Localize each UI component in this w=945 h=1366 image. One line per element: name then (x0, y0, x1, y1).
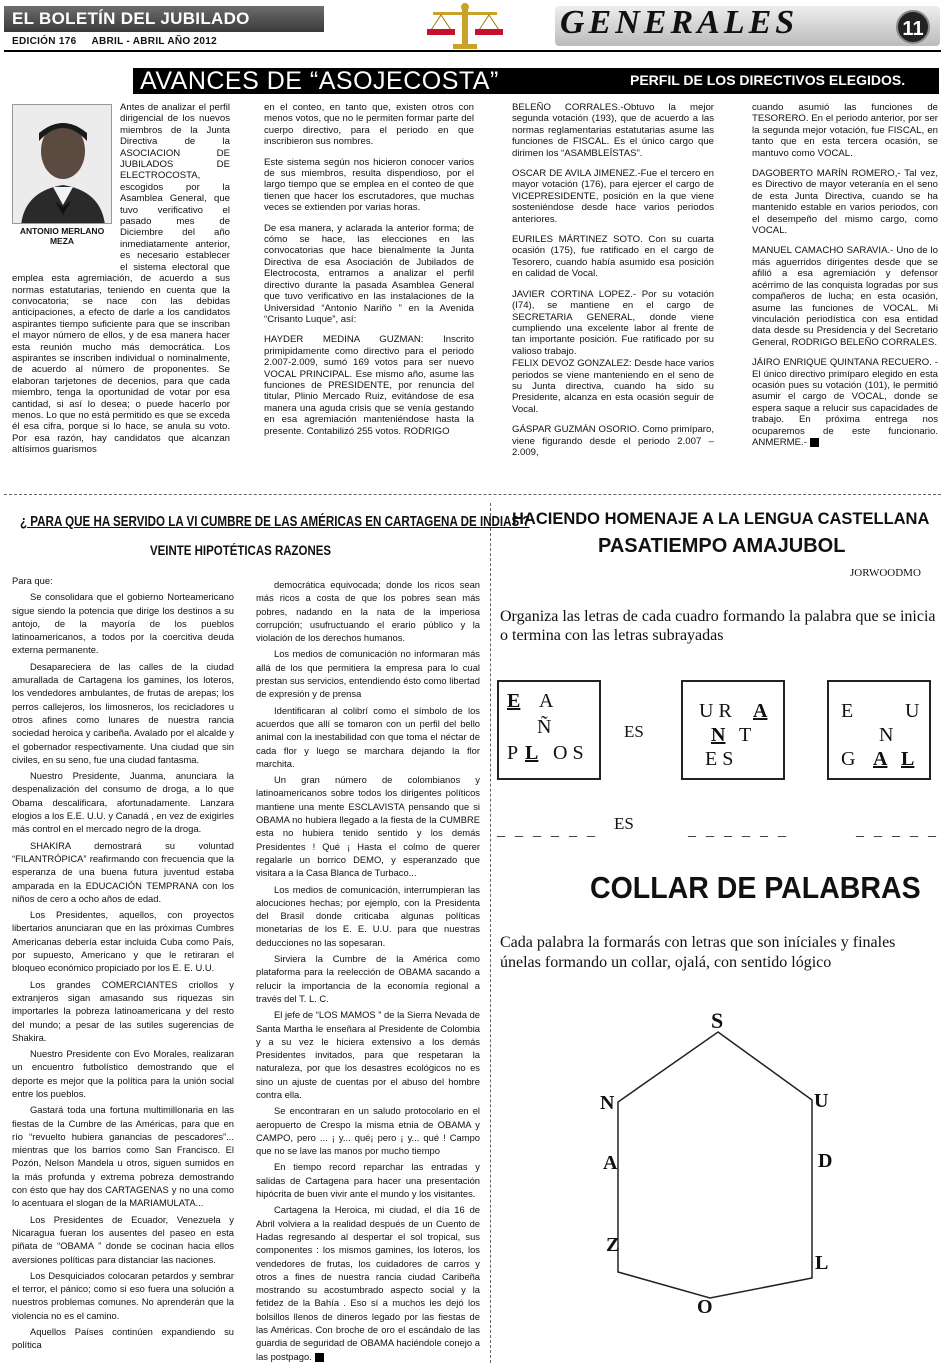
box-letter: G (841, 748, 856, 770)
article1-paragraph: EURILES MÁRTINEZ SOTO. Con su cuarta ocasión (175), fue ratificado en el cargo de Tesorero, cuando había asumido esa posición en calidad de Vocal. (512, 234, 714, 280)
end-mark-icon (810, 438, 819, 447)
article2-paragraph: Los Desquiciados colocaran petardos y sembrar el terror, el pánico; como si eso fuera una solución a nuestros problemas comunes. No aprenderán que la violencia no es el camino. (12, 1269, 234, 1321)
collar-letter-n: N (600, 1092, 615, 1114)
article-kicker: PERFIL DE LOS DIRECTIVOS ELEGIDOS. (630, 72, 906, 88)
article2-paragraph: democrática equivocada; donde los ricos sean más ricos a costa de que los pobres sean más pobres, nadando en la nata de la imperiosa corrupción; usufructuando el erario público y la violación de los derechos humanos. (256, 579, 480, 644)
photo-caption: ANTONIO MERLANO MEZA (19, 226, 105, 246)
article1-paragraph: FELIX DEVOZ GONZALEZ: Desde hace varios periodos se viene manteniendo en el seno de su Junta directiva, cuando ha sido su Presidente, alcanza en esta ocasión seguir de Vocal. (512, 358, 714, 415)
article1-paragraph: JAVIER CORTINA LOPEZ.- Por su votación (I74), se mantiene en el cargo de SECRETARIA GENERAL, donde viene cumpliendo una excelente labor al frente de tan importante posición. Fue ratificado por su valioso trabajo. (512, 288, 714, 357)
letter-box-3 (827, 680, 931, 780)
es-label: ES (614, 814, 634, 833)
letter-box-2 (681, 680, 785, 780)
collar-title: COLLAR DE PALABRAS (590, 870, 921, 905)
article2-lead: Para que: (12, 575, 53, 586)
answer-blank-2: _ _ _ _ _ _ (688, 822, 789, 839)
column-divider (490, 503, 491, 1363)
underlined-letter: A (873, 748, 888, 770)
puzzle-author: JORWOODMO (850, 567, 921, 579)
article1-col3 (512, 102, 714, 467)
collar-instruction: Cada palabra la formarás con letras que son iníciales y finales únelas formando un collar, ojalá, con sentido lógico (500, 934, 896, 971)
article1-paragraph: OSCAR DE AVILA JIMENEZ.-Fue el tercero en mayor votación (176), para ejercer el cargo de VICEPRESIDENTE, posición en la que viene sosteniéndose desde hace varios periodos anteriores. (512, 168, 714, 225)
article2-paragraph: Nuestro Presidente con Evo Morales, realizaran un encuentro futbolístico demostrando que el deporte es mejor que la política para la unión social entre los pueblos. (12, 1048, 234, 1099)
page-number: 11 (896, 10, 930, 44)
collar-hexagon (600, 1010, 840, 1310)
article1-paragraph: De esa manera, y aclarada la anterior forma; de cómo se hace, las elecciones en las convocatorias que hace bienalmente la Junta Directiva de esa Asociación de Jubilados de Electrocosta, entramos a analizar el perfil directivo durante la pasada Asamblea General que tuvo verificativo en las instalaciones de la Universidad “Antonio Nariño ” en la Avenida “Crisanto Luque”, así: (264, 222, 474, 325)
article2-title: ¿ PARA QUE HA SERVIDO LA VI CUMBRE DE LAS AMÉRICAS EN CARTAGENA DE INDIAS ? (20, 514, 530, 530)
underlined-letter: E (507, 690, 521, 712)
collar-letter-s: S (711, 1008, 724, 1033)
article2-paragraph: Sirviera la Cumbre de la América como plataforma para la reelección de OBAMA sacando a relucir la importancia de la economía regional a través del T. L. C. (256, 953, 480, 1004)
article2-paragraph: Los medios de comunicación, interrumpieran las alocuciones hechas; por ejemplo, con la Presidenta del Brasil donde criticaba algunas políticas monetarias de los E. E. U.U. para que nuestras deducciones no las sopesaran. (256, 883, 480, 948)
article2-paragraph: Aquellos Países continúen expandiendo su política (12, 1326, 234, 1351)
answer-blank-3: _ _ _ _ _ (856, 822, 939, 839)
box-letter: N (879, 724, 894, 746)
box-letter: P (507, 742, 519, 764)
article2-paragraph: Un gran número de colombianos y latinoamericanos sobre todos los dirigentes políticos mantiene una mente ESCLAVISTA pensando que si OBAMA no hubiera llegado a la fiesta de la CUMBRE esta no hubiera tenido sentido y los demás Presidentes ! Qué ¡ Hasta el colmo de querer regalarle un borrico DEMO, y esperanzado que visitara a la Casa Blanca de Turbaco... (256, 774, 480, 879)
edition-date: ABRIL - ABRIL AÑO 2012 (91, 36, 217, 47)
article2-paragraph: Los medios de comunicación no informaran más allá de los que permitiera la empresa para lo cual prestan sus servicios, entendiendo ésto como libertad de expresión y de prensa (256, 648, 480, 700)
article2-paragraph: Nuestro Presidente, Juanma, anunciara la despenalización del consumo de droga, a lo que Obama descalificara, afortunadamente. Lanzara elogios a los E.E. U.U. y Canadá , en vez de exigirles más control en el mercado negro de la droga. (12, 770, 234, 835)
edition-number: EDICIÓN 176 (12, 36, 77, 47)
article1-paragraph: en el conteo, en tanto que, existen otros con menos votos, que no le permiten formar parte del cuerpo directivo, para el periodo en que inscribieron sus nombres. (264, 102, 474, 148)
collar-letter-u: U (814, 1090, 829, 1112)
puzzle-instruction: Organiza las letras de cada cuadro formando la palabra que se inicia o termina con las letras subrayadas (500, 608, 936, 644)
header-rule (4, 50, 941, 52)
underlined-letter: L (525, 742, 539, 764)
box-letter: U (905, 700, 920, 722)
article1-paragraph: Este sistema según nos hicieron conocer varios de sus miembros, resulta dispendioso, por el largo tiempo que se emplea en el conteo de que tienen que hacer los escrutadores, que muchas veces se extienden por varias horas. (264, 156, 474, 214)
article2-paragraph: El jefe de “LOS MAMOS ” de la Sierra Nevada de Santa Martha le enseñara al Presidente de Colombia y a su vez le hiciera extensivo a los demás Presidentes invitados, para que respetaran la naturaleza, por que los desastres ecológicos no es sino un ajuste de cuentas por el abuso del hombre contra ella. (256, 1009, 480, 1100)
section-title: GENERALES (560, 4, 799, 41)
collar-letter-z: Z (606, 1234, 620, 1256)
article1-paragraph (752, 357, 938, 448)
article2-paragraph: SHAKIRA demostrará su voluntad “FILANTRÓPICA” reafirmando con frecuencia que la esperanza de una buena futura juventud estaba amparada en la EDUCACIÓN TEMPRANA con los niños de cero a ocho años de edad. (12, 839, 234, 904)
collar-letter-l: L (815, 1252, 829, 1274)
letter-box-1 (497, 680, 601, 780)
puzzle-heading: HACIENDO HOMENAJE A LA LENGUA CASTELLANA (512, 510, 930, 528)
puzzle-title: PASATIEMPO AMAJUBOL (598, 535, 846, 557)
es-label: ES (624, 722, 644, 741)
article1-paragraph: MANUEL CAMACHO SARAVIA.- Uno de lo más aguerridos dirigentes desde que se afilió a esa agremiación y defensor acérrimo de las conquista logradas por sus compañeros de lucha; en esta ocasión, asume las funciones de VOCAL. Mi vinculación periodística con esa entidad data desde su Presidencia y del Secretario General, RODRIGO BELEÑO CORRALES. (752, 245, 938, 348)
article2-paragraph: En tiempo record reparchar las entradas y salidas de Cartagena para hacer una presentación hipócrita de buen vivir ante el mundo y los visitantes. (256, 1161, 480, 1200)
box-letter: E (841, 700, 854, 722)
section-divider (4, 494, 941, 495)
underlined-letter: L (901, 748, 915, 770)
scales-of-justice-icon (425, 2, 505, 50)
end-mark-icon (315, 1353, 324, 1362)
photo-spacer (12, 102, 120, 272)
article2-paragraph: Se consolidara que el gobierno Norteamericano sigue siendo la potencia que dirige los destinos a su antojo, de la mayoría de los pueblos latinoamericanos, a todos por la coercitiva deuda externa permanente. (12, 591, 234, 656)
article1-paragraph: HAYDER MEDINA GUZMAN: Inscrito primipidamente como directivo para el periodo 2.007-2.009, sumó 169 votos para ser nuevo VOCAL PRINCIPAL. Ese mismo año, asume las funciones de PRESIDENTE, por renuncia del titular, Plinio Mercado Ruiz, evitándose de esa manera una aguda crisis que se venía gestando en esa agremiación manteniéndose hasta la presente. Contabilizó 255 votos. RODRIGO (264, 334, 474, 437)
article2-paragraph: Los Presidentes de Ecuador, Venezuela y Nicaragua fueran los ausentes del paseo en esta piñata de “OBAMA ” donde se cocinan hacia ellos aversiones políticas para distanciar las naciones. (12, 1213, 234, 1265)
article1-paragraph: DAGOBERTO MARÍN ROMERO,- Tal vez, es Directivo de mayor veteranía en el seno de esta Junta Directiva, cuando se ha mantenido estable en varios periodos, con el desempeño del mismo cargo, como VOCAL. (752, 168, 938, 237)
collar-letter-d: D (818, 1150, 833, 1172)
collar-letter-a: A (603, 1152, 618, 1174)
article1-closing: JÁIRO ENRIQUE QUINTANA RECUERO. - El único directivo primíparo elegido en esta ocasión pues su votación (101), le permitió asumir el cargo de VOCAL, donde se espera saque a relucir sus capacidades de trabajo. En próxima entrega nos ocuparemos de este funcionario. ANMERME.- (752, 357, 938, 448)
article2-paragraph: Los Presidentes, aquellos, con proyectos libertarios anunciaran que en las próximas Cumbres Americanas debería estar incluida Cuba como País, por supuesto, Americano y que le retiraran el bloqueo económico propiciado por los E. E. U.U. (12, 909, 234, 974)
article2-subtitle: VEINTE HIPOTÉTICAS RAZONES (150, 543, 332, 558)
article1-paragraph: cuando asumió las funciones de TESORERO. En el periodo anterior, por ser la segunda mejor votación, fue FISCAL, en tanto que en esta tercera ocasión, se mantuvo como VOCAL. (752, 102, 938, 159)
box-letter: T (739, 724, 752, 746)
article1-paragraph: Antes de analizar el perfil dirigencial de los nuevos miembros de la Junta Directiva de la ASOCIACION DE JUBILADOS DE ELECTROCOSTA, escogidos por la Asamblea General, que tuvo verificativo el pasado mes de Diciembre del año inmediatamente anterior, es necesario establecer el sistema electoral que emplea esta agremiación, de acuerdo a sus normas estatutarias, teniendo en cuenta que la convocatoria; se nace con las debidas anticipaciones, a efecto de darle a los candidatos aspirantes tiempo suficiente para que se inscriban el mayor número de ellos, y de esa manera hacer esta reunión mucho más democrática. Los aspirantes se inscriben individual o nominalmente, de acuerdo al número de proponentes. Se elaboran tarjetones de decenios, para que cada miembro, tenga la oportunidad de votar por esa cantidad, si así lo desea; o puede hacerlo por menos. Lo que no está permitido es que se exceda él esa cifra, porque si lo hace, se anula su voto. Por esa razón, hay candidatos que alcanzan altísimos guarismos (12, 102, 230, 456)
article1-col4 (752, 102, 938, 448)
article2-paragraph: Los grandes COMERCIANTES criollos y extranjeros sigan amasando sus riquezas sin importarles la pobreza latinoamericana y del resto del mundo; a pesar de las sutiles sugerencias de Shakira. (12, 978, 234, 1043)
article2-col-right (256, 578, 480, 1366)
answer-blank-1: _ _ _ _ _ _ (497, 822, 598, 839)
article1-col1 (12, 102, 230, 465)
collar-letter-o: O (697, 1296, 713, 1318)
underlined-letter: A (753, 700, 768, 722)
article1-col2 (264, 102, 474, 446)
article2-col-left (12, 574, 234, 1355)
box-letter: E S (705, 748, 734, 770)
article2-paragraph: Cartagena la Heroica, mi ciudad, el día 16 de Abril volviera a la realidad después de un Cuento de Hadas regresando al despertar el sol tropical, sus componentes : los mismos gamines, los loteros, los vendedores de frutas, los cuidadores de carros y otros a fines de nuestra rancia ciudad Caribeña mostrando su acostumbrado aspecto social y la fetidez de la Bahía . Eso sí a muchos les dejó los bolsillos llenos de dineros legado por las fiestas de las Américas. Con broche de oro el escándalo de las guardia de seguridad de OBAMA haciéndole conejo a las postpago. (256, 1204, 480, 1362)
box-letter: A (539, 690, 554, 712)
article1-paragraph: GÁSPAR GUZMÁN OSORIO. Como primíparo, viene figurando desde el periodo 2.007 – 2.009, (512, 424, 714, 458)
paper-name: EL BOLETÍN DEL JUBILADO (4, 6, 324, 32)
box-letter: U R (699, 700, 732, 722)
box-letter: Ñ (537, 716, 552, 738)
article2-paragraph: Identificaran al colibrí como el símbolo de los acuerdos que allí se tomaron con un perfil del bello animal con la inestabilidad con que toma el néctar de cada flor y luego se marchara dejando la flor marchita. (256, 704, 480, 769)
article2-paragraph: Gastará toda una fortuna multimillonaria en las fiestas de la Cumbre de las Américas, para que en río “revuelto hubiera ganancias de pescadores”... mientras que los barrios como San Francisco. El Pozón, Nelson Mandela u otros, siguen sumidos en la más profunda y extrema pobreza demostrando con ésto que hay dos CARTAGENAS y no una como lo acentuara el slogan de la MARIAMULATA... (12, 1104, 234, 1209)
box-letter: O S (553, 742, 584, 764)
underlined-letter: N (711, 724, 726, 746)
article2-paragraph: Desapareciera de las calles de la ciudad amurallada de Cartagena los gamines, los loteros, los vendedores ambulantes, de frutas de arepas; los perros callejeros, los limosneros, los recicladores u otros afines como lunares de nuestra rancia sociedad heroica y caribeña. Avalado por el alcalde y el gobernador respectivamente. Una ciudad que sin civiles, en su seno, fue una ciudad fantasma. (12, 660, 234, 765)
article1-paragraph: BELEÑO CORRALES.-Obtuvo la mejor segunda votación (193), que de acuerdo a las normas reglamentarias estatutarias asume las funciones de FISCAL. Es el único cargo que dirimen los “ASAMBLEÍSTAS”. (512, 102, 714, 159)
article2-paragraph: Se encontraran en un saludo protocolario en el aeropuerto de Crespo la misma etnia de OBAMA y CAMPO, pero ... ¡ y... qué¡ pero ¡ y... qué ! Campo que no se lave las manos por mucho tiempo (256, 1105, 480, 1157)
article-title: AVANCES DE “ASOJECOSTA” (140, 67, 499, 95)
edition-line (12, 36, 217, 47)
